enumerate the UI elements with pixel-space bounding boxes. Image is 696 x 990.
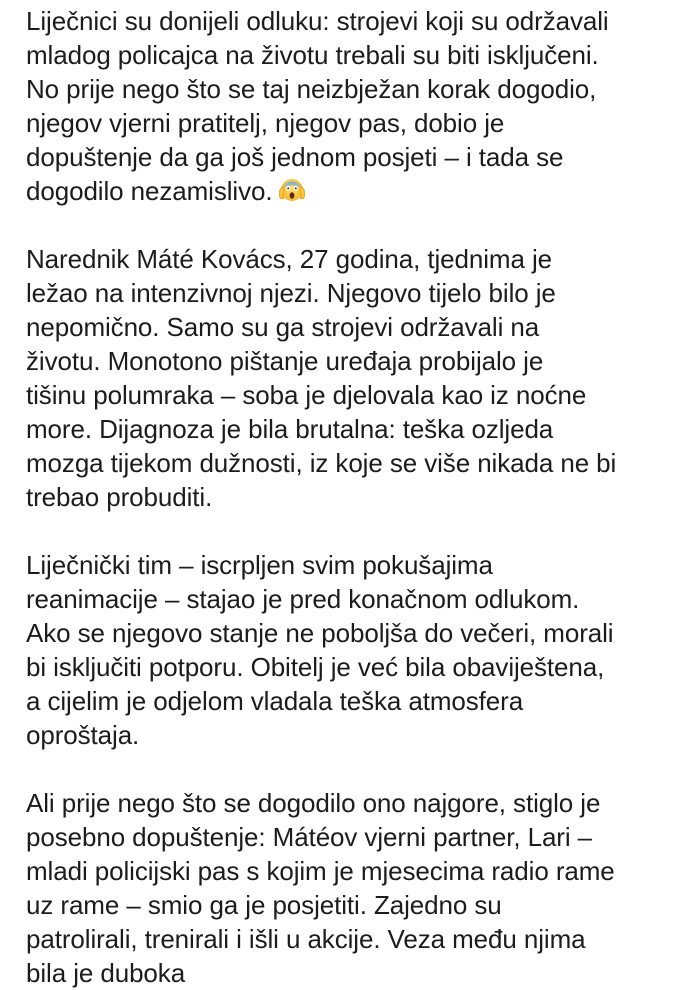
paragraph-4 <box>26 786 686 988</box>
text-line: mozga tijekom dužnosti, iz koje se više nikada ne bi <box>26 448 617 478</box>
text-line: Ako se njegovo stanje ne poboljša do večeri, morali <box>26 618 614 648</box>
text-line: reanimacije – stajao je pred konačnom odlukom. <box>26 584 580 614</box>
paragraph-3 <box>26 548 686 752</box>
text-line: mladog policajca na životu trebali su biti isključeni. <box>26 40 599 70</box>
text-line: uz rame – smio ga je posjetiti. Zajedno su <box>26 890 502 920</box>
screaming-face-emoji-icon <box>277 175 307 205</box>
text-line: trebao probuditi. <box>26 482 213 512</box>
text-line: No prije nego što se taj neizbježan korak dogodio, <box>26 74 597 104</box>
text-line: životu. Monotono pištanje uređaja probijalo je <box>26 346 544 376</box>
text-line: nepomično. Samo su ga strojevi održavali na <box>26 312 540 342</box>
paragraph-1 <box>26 4 686 208</box>
text-line: more. Dijagnoza je bila brutalna: teška ozljeda <box>26 414 554 444</box>
text-line: njegov vjerni pratitelj, njegov pas, dobio je <box>26 108 505 138</box>
text-line: tišinu polumraka – soba je djelovala kao iz noćne <box>26 380 587 410</box>
text-line: dogodilo nezamislivo. <box>26 176 273 206</box>
text-line: mladi policijski pas s kojim je mjesecima radio rame <box>26 856 615 886</box>
text-line-truncated: bila je duboka <box>26 958 186 988</box>
text-line: dopuštenje da ga još jednom posjeti – i tada se <box>26 142 564 172</box>
text-line: ležao na intenzivnoj njezi. Njegovo tijelo bilo je <box>26 278 556 308</box>
text-line: a cijelim je odjelom vladala teška atmosfera <box>26 686 524 716</box>
text-line: patrolirali, trenirali i išli u akcije. Veza među njima <box>26 924 586 954</box>
text-line-with-emoji <box>26 174 686 208</box>
text-line: Narednik Máté Kovács, 27 godina, tjednima je <box>26 244 553 274</box>
text-line: posebno dopuštenje: Mátéov vjerni partner, Lari – <box>26 822 593 852</box>
text-line: bi isključiti potporu. Obitelj je već bila obaviještena, <box>26 652 605 682</box>
paragraph-2 <box>26 242 686 514</box>
text-line: Liječnici su donijeli odluku: strojevi koji su održavali <box>26 6 609 36</box>
text-line: Liječnički tim – iscrpljen svim pokušajima <box>26 550 493 580</box>
text-line: oproštaja. <box>26 720 140 750</box>
text-line: Ali prije nego što se dogodilo ono najgore, stiglo je <box>26 788 601 818</box>
